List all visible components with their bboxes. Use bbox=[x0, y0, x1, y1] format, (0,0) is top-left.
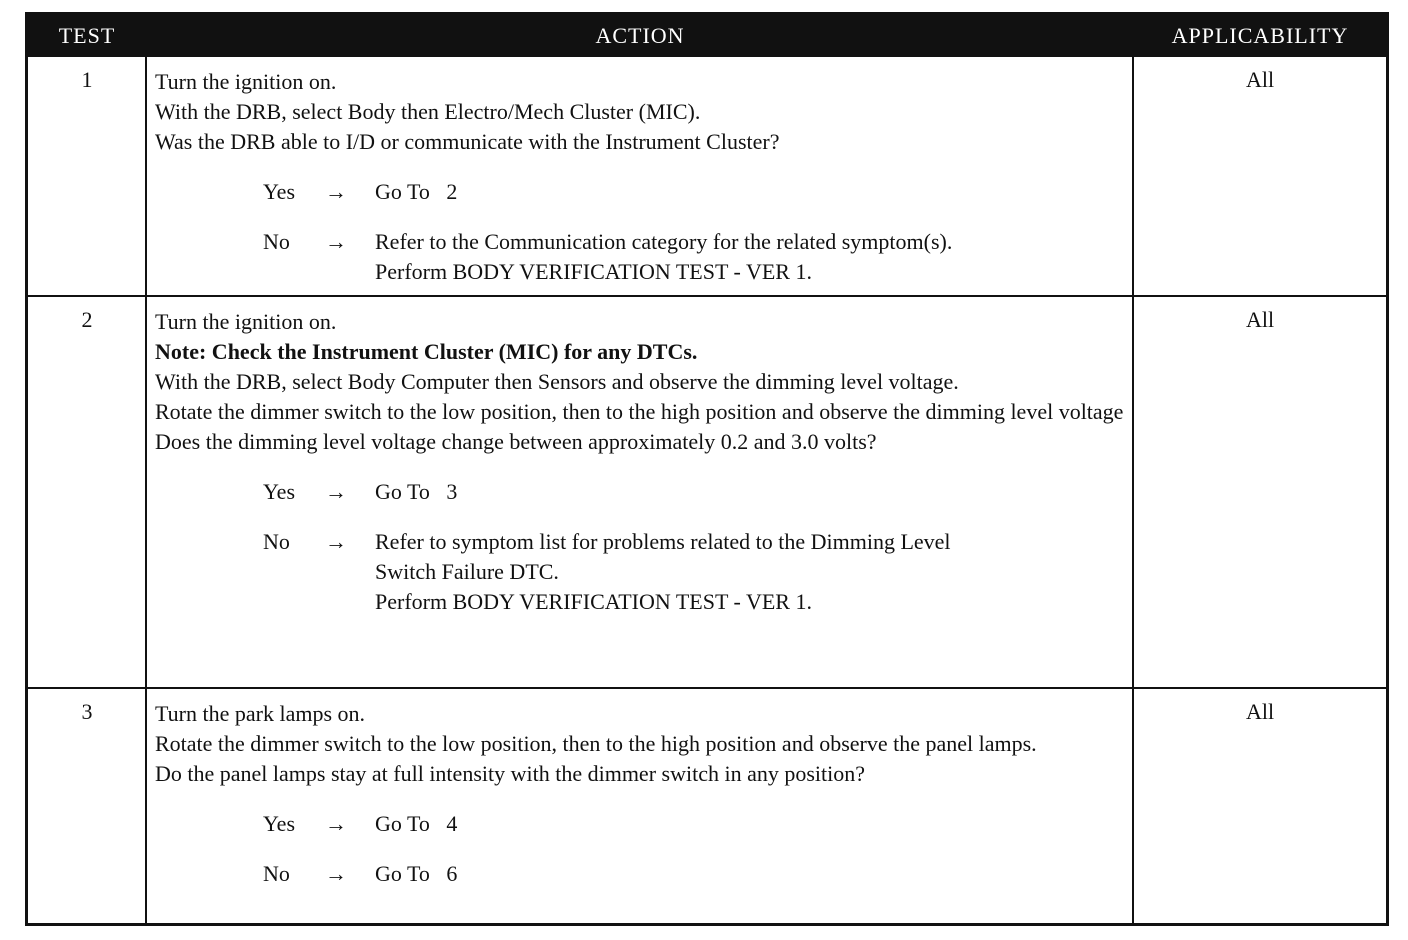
action-cell bbox=[155, 307, 1127, 617]
test-number: 3 bbox=[81, 699, 93, 724]
yes-branch bbox=[155, 177, 1127, 207]
action-line: Rotate the dimmer switch to the low position, then to the high position and observe the dimming level voltage bbox=[155, 399, 1124, 424]
yes-branch bbox=[155, 809, 1127, 839]
note-line: Note: Check the Instrument Cluster (MIC) for any DTCs. bbox=[155, 339, 698, 364]
no-branch bbox=[155, 859, 1127, 889]
arrow-icon: → bbox=[325, 179, 347, 204]
column-divider bbox=[145, 57, 147, 923]
test-number: 2 bbox=[81, 307, 93, 332]
action-line: With the DRB, select Body Computer then Sensors and observe the dimming level voltage. bbox=[155, 369, 959, 394]
arrow-icon: → bbox=[325, 861, 347, 886]
action-line: Turn the ignition on. bbox=[155, 69, 337, 94]
action-line: Does the dimming level voltage change between approximately 0.2 and 3.0 volts? bbox=[155, 429, 877, 454]
action-line: With the DRB, select Body then Electro/Mech Cluster (MIC). bbox=[155, 99, 701, 124]
table-row-test-1 bbox=[28, 57, 1386, 297]
action-line: Rotate the dimmer switch to the low position, then to the high position and observe the panel lamps. bbox=[155, 731, 1037, 756]
action-line: Was the DRB able to I/D or communicate with the Instrument Cluster? bbox=[155, 129, 780, 154]
no-branch bbox=[155, 527, 1127, 617]
no-label: No bbox=[263, 229, 290, 254]
action-line: Turn the ignition on. bbox=[155, 309, 337, 334]
no-branch bbox=[155, 227, 1127, 287]
yes-result: Go To 3 bbox=[375, 479, 458, 504]
no-result-line: Refer to the Communication category for the related symptom(s). bbox=[375, 229, 953, 254]
yes-label: Yes bbox=[263, 479, 296, 504]
table-row-test-2 bbox=[28, 297, 1386, 689]
diagnostic-table bbox=[25, 12, 1389, 926]
yes-result: Go To 2 bbox=[375, 179, 458, 204]
action-line: Turn the park lamps on. bbox=[155, 701, 366, 726]
action-cell bbox=[155, 67, 1127, 287]
no-result-line: Perform BODY VERIFICATION TEST - VER 1. bbox=[375, 259, 812, 284]
no-label: No bbox=[263, 861, 290, 886]
no-result bbox=[375, 227, 952, 287]
action-cell bbox=[155, 699, 1127, 889]
no-result: Go To 6 bbox=[375, 861, 458, 886]
no-label: No bbox=[263, 529, 290, 554]
header-action: ACTION bbox=[595, 23, 685, 48]
table-row-test-3 bbox=[28, 689, 1386, 923]
no-result-line: Switch Failure DTC. bbox=[375, 559, 559, 584]
arrow-icon: → bbox=[325, 229, 347, 254]
yes-label: Yes bbox=[263, 179, 296, 204]
arrow-icon: → bbox=[325, 529, 347, 554]
yes-label: Yes bbox=[263, 811, 296, 836]
yes-branch bbox=[155, 477, 1127, 507]
no-result bbox=[375, 527, 951, 617]
action-line: Do the panel lamps stay at full intensity with the dimmer switch in any position? bbox=[155, 761, 865, 786]
header-applicability: APPLICABILITY bbox=[1171, 23, 1349, 48]
no-result-line: Perform BODY VERIFICATION TEST - VER 1. bbox=[375, 589, 812, 614]
header-test: TEST bbox=[58, 23, 116, 48]
table-header bbox=[28, 15, 1386, 57]
applicability-value: All bbox=[1245, 307, 1275, 332]
arrow-icon: → bbox=[325, 479, 347, 504]
arrow-icon: → bbox=[325, 811, 347, 836]
test-number: 1 bbox=[81, 67, 93, 92]
applicability-value: All bbox=[1245, 699, 1275, 724]
no-result-line: Refer to symptom list for problems related to the Dimming Level bbox=[375, 529, 951, 554]
applicability-value: All bbox=[1245, 67, 1275, 92]
yes-result: Go To 4 bbox=[375, 811, 458, 836]
column-divider bbox=[1132, 57, 1134, 923]
